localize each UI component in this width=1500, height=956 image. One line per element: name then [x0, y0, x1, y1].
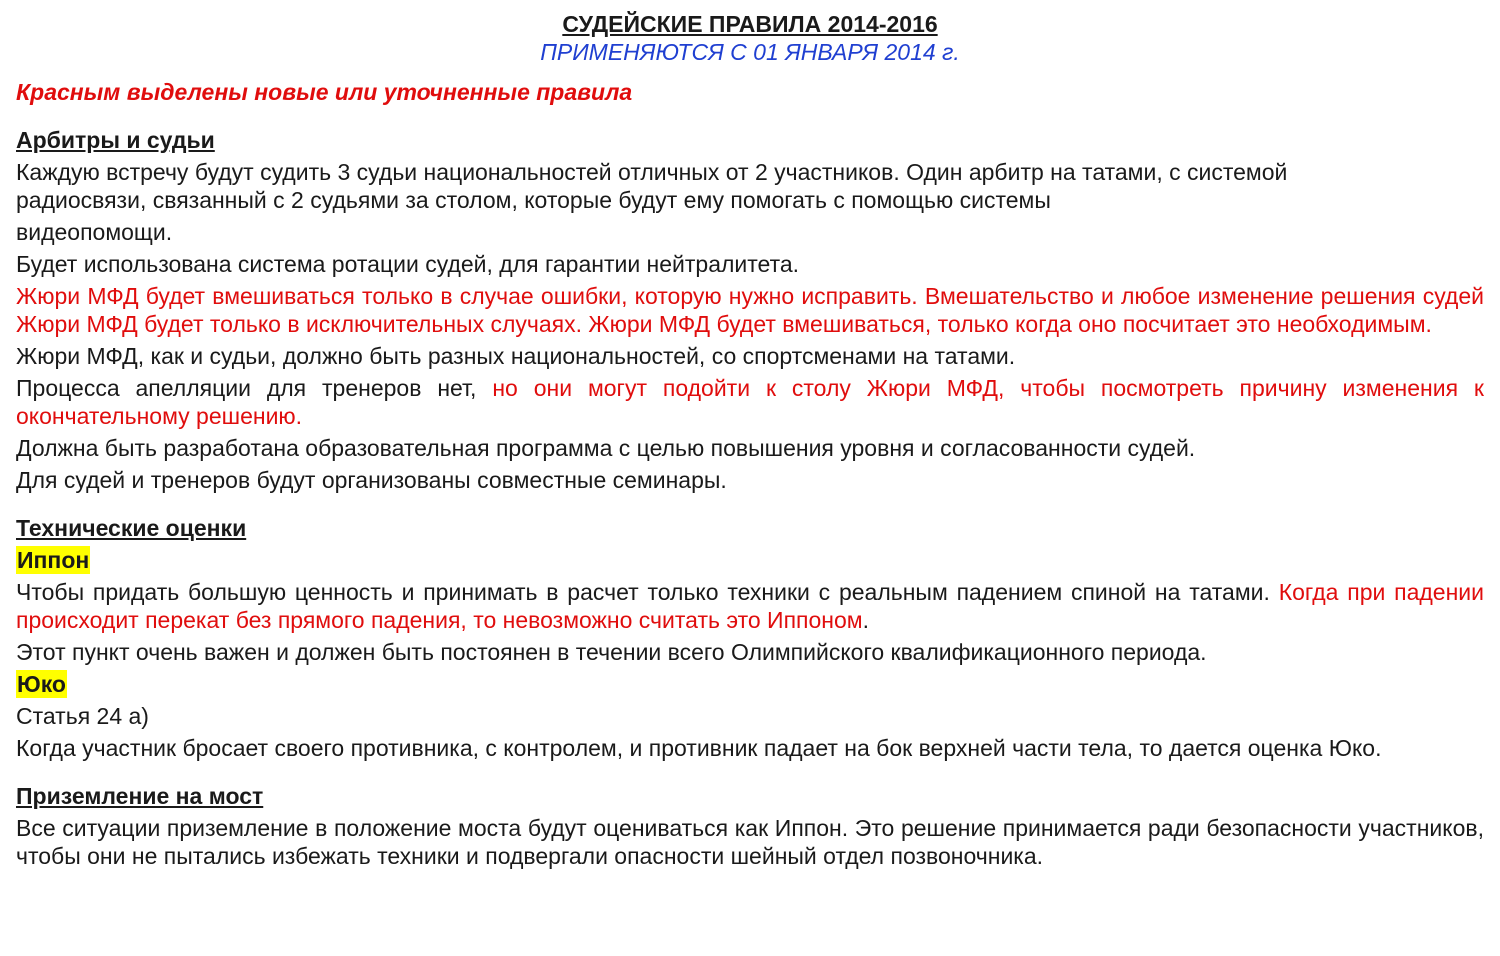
referees-p1-line3: видеопомощи. [16, 219, 173, 245]
ippon-p1-red: Когда при падении происходит перекат без прямого падения, то невозможно считать это Иппоном [16, 579, 1484, 633]
referees-paragraph-3-red: Жюри МФД будет вмешиваться только в случае ошибки, которую нужно исправить. Вмешательство и любое изменение решения судей Жюри МФД будет только в исключительных случаях. Жюри МФД будет вмешиваться, только когда оно посчитает это необходимым. [16, 283, 1484, 337]
referees-paragraph-5 [16, 374, 1484, 430]
bridge-paragraph-1: Все ситуации приземление в положение моста будут оцениваться как Иппон. Это решение принимается ради безопасности участников, чтобы они не пытались избежать техники и подвергали опасности шейный отдел позвоночника. [16, 815, 1484, 869]
section-heading-technical: Технические оценки [16, 515, 247, 541]
referees-paragraph-2: Будет использована система ротации судей, для гарантии нейтралитета. [16, 251, 800, 277]
referees-p5-black: Процесса апелляции для тренеров нет, [16, 375, 493, 401]
referees-paragraph-1 [16, 158, 1484, 214]
section-heading-bridge: Приземление на мост [16, 783, 264, 809]
ippon-paragraph-2: Этот пункт очень важен и должен быть постоянен в течении всего Олимпийского квалификационного периода. [16, 639, 1207, 665]
sub-heading-ippon: Иппон [17, 547, 90, 573]
ippon-paragraph-1 [16, 578, 1484, 634]
red-highlight-note: Красным выделены новые или уточненные правила [16, 79, 633, 105]
document-subtitle: ПРИМЕНЯЮТСЯ С 01 ЯНВАРЯ 2014 г. [540, 39, 960, 65]
section-heading-referees: Арбитры и судьи [16, 127, 215, 153]
ippon-p1-black: Чтобы придать большую ценность и принимать в расчет только техники с реальным падением спиной на татами. [16, 579, 1279, 605]
yuko-paragraph-2: Когда участник бросает своего противника, с контролем, и противник падает на бок верхней части тела, то дается оценка Юко. [16, 735, 1382, 761]
referees-paragraph-4: Жюри МФД, как и судьи, должно быть разных национальностей, со спортсменами на татами. [16, 343, 1016, 369]
sub-heading-yuko: Юко [17, 671, 66, 697]
ippon-p1-end: . [862, 607, 869, 633]
referees-paragraph-7: Для судей и тренеров будут организованы совместные семинары. [16, 467, 727, 493]
referees-paragraph-6: Должна быть разработана образовательная программа с целью повышения уровня и согласованности судей. [16, 435, 1196, 461]
yuko-paragraph-1: Статья 24 а) [16, 703, 149, 729]
document-title: СУДЕЙСКИЕ ПРАВИЛА 2014-2016 [562, 11, 938, 37]
referees-p5-red: но они могут подойти к столу Жюри МФД, чтобы посмотреть причину изменения к окончательному решению. [16, 375, 1484, 429]
referees-p1-line2: радиосвязи, связанный с 2 судьями за столом, которые будут ему помогать с помощью системы [16, 187, 1051, 213]
referees-p1-line1: Каждую встречу будут судить 3 судьи национальностей отличных от 2 участников. Один арбитр на татами, с системой [16, 159, 1288, 185]
